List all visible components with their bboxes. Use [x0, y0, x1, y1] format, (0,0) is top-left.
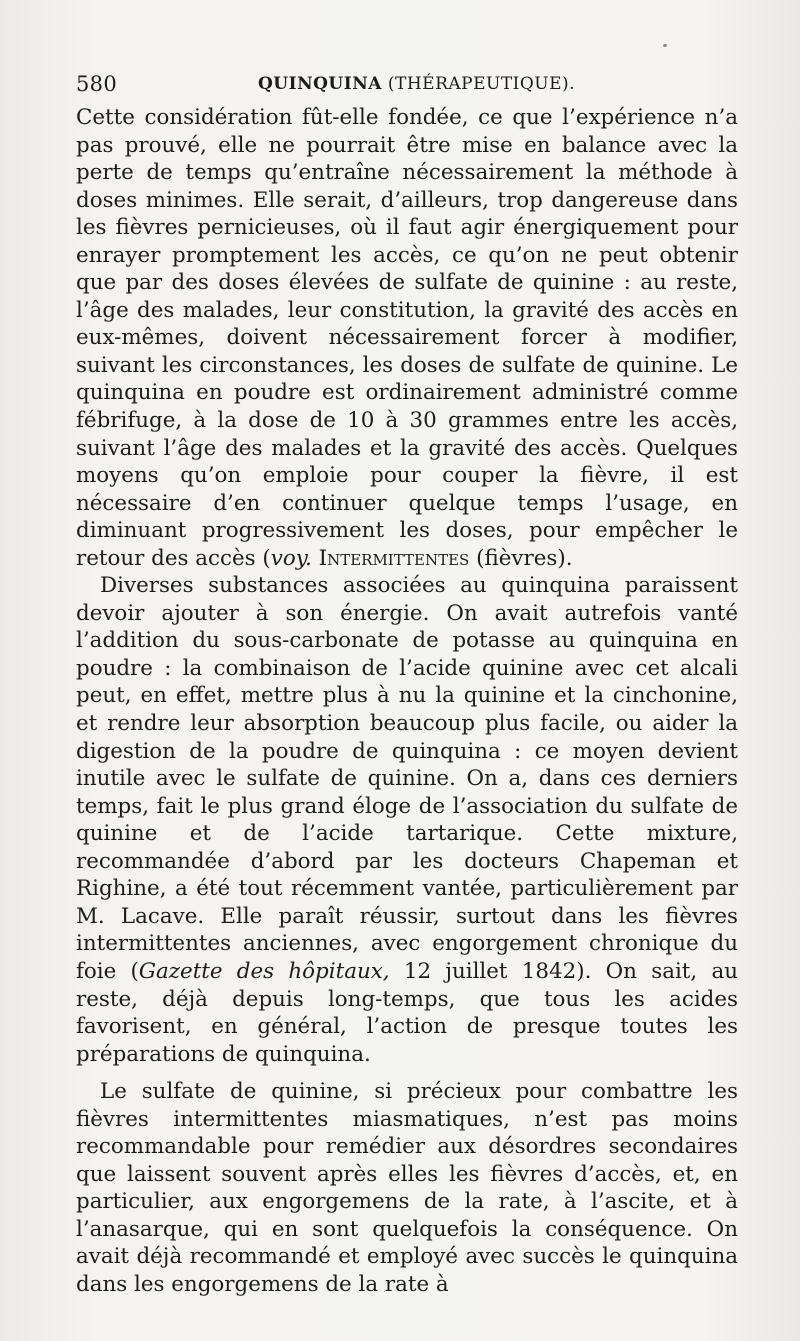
paragraph-text: Le sulfate de quinine, si précieux pour combattre les fièvres intermittentes miasmatiques, n’est pas moins recommandable pour remédier aux désordres secondaires que laissent souvent après elles les fièvres d’accès, et, en particulier, aux engorgemens de la rate, à l’ascite, et à l’anasarque, qui en sont quelquefois la conséquence. On avait déjà recommandé et employé avec succès le quinquina dans les engorgemens de la rate à [76, 1079, 738, 1297]
paragraph [76, 572, 738, 1068]
cross-reference: Intermittentes [318, 545, 470, 571]
running-subtitle: (THÉRAPEUTIQUE). [387, 74, 576, 94]
page-header [76, 68, 736, 102]
see-abbreviation: voy. [270, 545, 312, 571]
running-head [258, 74, 575, 94]
page-number: 580 [76, 72, 117, 96]
paragraph-text-end: 12 juillet 1842). On sait, au reste, déjà depuis long-temps, que tous les acides favorisent, en général, l’action de presque toutes les préparations de quinquina. [76, 958, 738, 1067]
paragraph-text: Cette considération fût-elle fondée, ce que l’expérience n’a pas prouvé, elle ne pourrait être mise en balance avec la perte de temps qu’entraîne nécessairement la méthode à doses minimes. Elle serait, d’ailleurs, trop dangereuse dans les fièvres pernicieuses, où il faut agir énergiquement pour enrayer promptement les accès, ce qu’on ne peut obtenir que par des doses élevées de sulfate de quinine : au reste, l’âge des malades, leur constitution, la gravité des accès en eux-mêmes, doivent nécessairement forcer à modifier, suivant les circonstances, les doses de sulfate de quinine. Le quinquina en poudre est ordinairement administré comme fébrifuge, à la dose de 10 à 30 grammes entre les accès, suivant l’âge des malades et la gravité des accès. Quelques moyens qu’on emploie pour couper la fièvre, il est nécessaire d’en continuer quelque temps l’usage, en diminuant progressivement les doses, pour empêcher le retour des accès ( [76, 105, 738, 571]
paragraph-text: Diverses substances associées au quinquina paraissent devoir ajouter à son énergie. On avait autrefois vanté l’addition du sous-carbonate de potasse au quinquina en poudre : la combinaison de l’acide quinine avec cet alcali peut, en effet, mettre plus à nu la quinine et la cinchonine, et rendre leur absorption beaucoup plus facile, ou aider la digestion de la poudre de quinquina : ce moyen devient inutile avec le sulfate de quinine. On a, dans ces derniers temps, fait le plus grand éloge de l’association du sulfate de quinine et de l’acide tartarique. Cette mixture, recommandée d’abord par les docteurs Chapeman et Righine, a été tout récemment vantée, particulièrement par M. Lacave. Elle paraît réussir, surtout dans les fièvres intermittentes anciennes, avec engorgement chronique du foie ( [76, 573, 738, 984]
paper-speck [663, 44, 667, 47]
paragraph [76, 1078, 738, 1298]
running-title: QUINQUINA [258, 74, 382, 94]
paragraph-text-end: (fièvres). [469, 545, 573, 571]
paragraph [76, 104, 738, 572]
body-text [76, 104, 738, 1299]
journal-citation: Gazette des hôpitaux, [138, 958, 390, 984]
